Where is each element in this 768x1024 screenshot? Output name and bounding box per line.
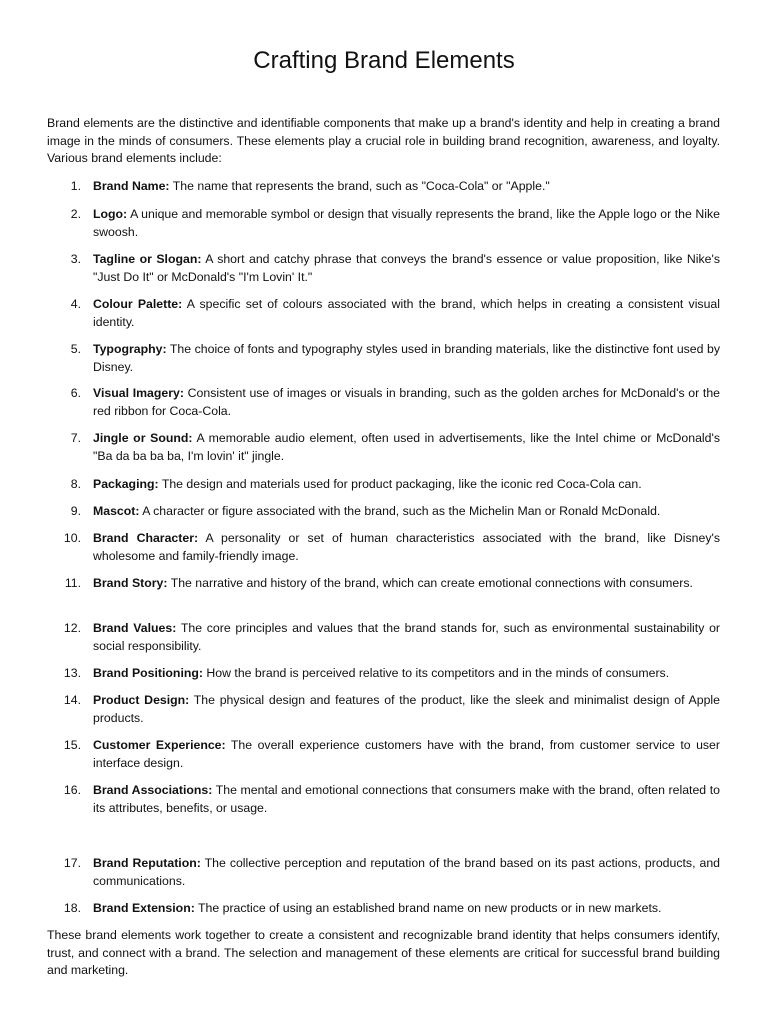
list-item-desc: The collective perception and reputation of the brand based on its past actions, products, and communications.: [93, 856, 721, 888]
list-item: [47, 665, 720, 683]
list-item-number: 3.: [70, 252, 81, 266]
page-title: Crafting Brand Elements: [253, 47, 515, 74]
list-item-term: Jingle or Sound:: [93, 431, 193, 445]
list-item: [47, 855, 720, 890]
list-item-desc: The core principles and values that the brand stands for, such as environmental sustainability or social responsibility.: [93, 621, 721, 653]
list-item-term: Packaging:: [93, 477, 159, 491]
conclusion-paragraph: These brand elements work together to create a consistent and recognizable brand identity that helps consumers identify, trust, and connect with a brand. The selection and management of these elements are critical for successful brand building and marketing.: [47, 928, 720, 978]
list-item-desc: The mental and emotional connections that consumers make with the brand, often related to its attributes, benefits, or usage.: [93, 783, 720, 815]
list-item-number: 7.: [70, 431, 81, 445]
list-item: [47, 430, 720, 465]
list-item-number: 4.: [70, 297, 81, 311]
list-item-number: 6.: [70, 386, 81, 400]
list-item-term: Mascot:: [93, 504, 140, 518]
list-item: [47, 178, 720, 196]
list-item: [47, 251, 720, 286]
list-item-number: 17.: [63, 856, 81, 870]
list-item-term: Logo:: [93, 207, 128, 221]
list-item-number: 5.: [70, 342, 81, 356]
intro-paragraph: Brand elements are the distinctive and identifiable components that make up a brand's identity and help in creating a brand image in the minds of consumers. These elements play a crucial role in building brand recognition, awareness, and loyalty. Various brand elements include:: [47, 116, 720, 166]
list-item: [47, 530, 720, 565]
list-item: [47, 206, 720, 241]
list-item-term: Visual Imagery:: [93, 386, 184, 400]
list-item-term: Product Design:: [93, 693, 190, 707]
list-item-desc: The name that represents the brand, such as "Coca-Cola" or "Apple.": [172, 179, 550, 193]
list-item-term: Brand Extension:: [93, 901, 195, 915]
list-item-desc: A specific set of colours associated with the brand, which helps in creating a consistent visual identity.: [93, 297, 720, 329]
list-item-number: 13.: [63, 666, 81, 680]
list-item: [47, 296, 720, 331]
list-item-term: Typography:: [93, 342, 167, 356]
list-item: [47, 620, 720, 655]
list-item-desc: A personality or set of human characteristics associated with the brand, like Disney's wholesome and family-friendly image.: [93, 531, 720, 563]
list-item-desc: The narrative and history of the brand, which can create emotional connections with consumers.: [170, 576, 693, 590]
list-item-number: 12.: [63, 621, 81, 635]
list-item-term: Brand Character:: [93, 531, 199, 545]
list-item-desc: The choice of fonts and typography styles used in branding materials, like the distinctive font used by Disney.: [93, 342, 721, 374]
list-item-number: 9.: [70, 504, 81, 518]
list-item-desc: How the brand is perceived relative to its competitors and in the minds of consumers.: [206, 666, 670, 680]
list-item-number: 8.: [70, 477, 81, 491]
list-item-term: Brand Name:: [93, 179, 170, 193]
list-item-desc: A unique and memorable symbol or design that visually represents the brand, like the Apple logo or the Nike swoosh.: [93, 207, 720, 239]
list-item: [47, 782, 720, 817]
list-item-term: Colour Palette:: [93, 297, 183, 311]
list-item-desc: The practice of using an established brand name on new products or in new markets.: [198, 901, 662, 915]
list-item: [47, 737, 720, 772]
list-item-term: Brand Values:: [93, 621, 177, 635]
list-item-number: 2.: [70, 207, 81, 221]
list-item: [47, 385, 720, 420]
list-item-desc: A character or figure associated with the brand, such as the Michelin Man or Ronald McDonald.: [142, 504, 661, 518]
list-item-term: Brand Story:: [93, 576, 168, 590]
list-item-number: 16.: [63, 783, 81, 797]
list-item-desc: The physical design and features of the product, like the sleek and minimalist design of Apple products.: [93, 693, 720, 725]
list-item: [47, 503, 720, 521]
list-item-number: 10.: [63, 531, 81, 545]
list-item-desc: The overall experience customers have with the brand, from customer service to user interface design.: [93, 738, 720, 770]
list-item: [47, 341, 720, 376]
list-item: [47, 476, 720, 494]
list-item-desc: A short and catchy phrase that conveys the brand's essence or value proposition, like Nike's "Just Do It" or McDonald's "I'm Lovin' It.": [93, 252, 720, 284]
list-item-number: 14.: [63, 693, 81, 707]
list-item: [47, 692, 720, 727]
list-item: [47, 900, 720, 918]
list-item-term: Customer Experience:: [93, 738, 226, 752]
list-item-desc: Consistent use of images or visuals in branding, such as the golden arches for McDonald's or the red ribbon for Coca-Cola.: [93, 386, 720, 418]
list-item-desc: A memorable audio element, often used in advertisements, like the Intel chime or McDonald's "Ba da ba ba ba, I'm lovin' it" jingle.: [93, 431, 720, 463]
list-item-desc: The design and materials used for product packaging, like the iconic red Coca-Cola can.: [161, 477, 642, 491]
list-item-number: 1.: [70, 179, 81, 193]
list-item-term: Brand Positioning:: [93, 666, 203, 680]
list-item: [47, 575, 720, 593]
list-item-term: Brand Associations:: [93, 783, 213, 797]
list-item-number: 18.: [63, 901, 81, 915]
list-item-term: Brand Reputation:: [93, 856, 201, 870]
list-item-number: 15.: [63, 738, 81, 752]
list-item-number: 11.: [64, 576, 81, 590]
list-item-term: Tagline or Slogan:: [93, 252, 202, 266]
